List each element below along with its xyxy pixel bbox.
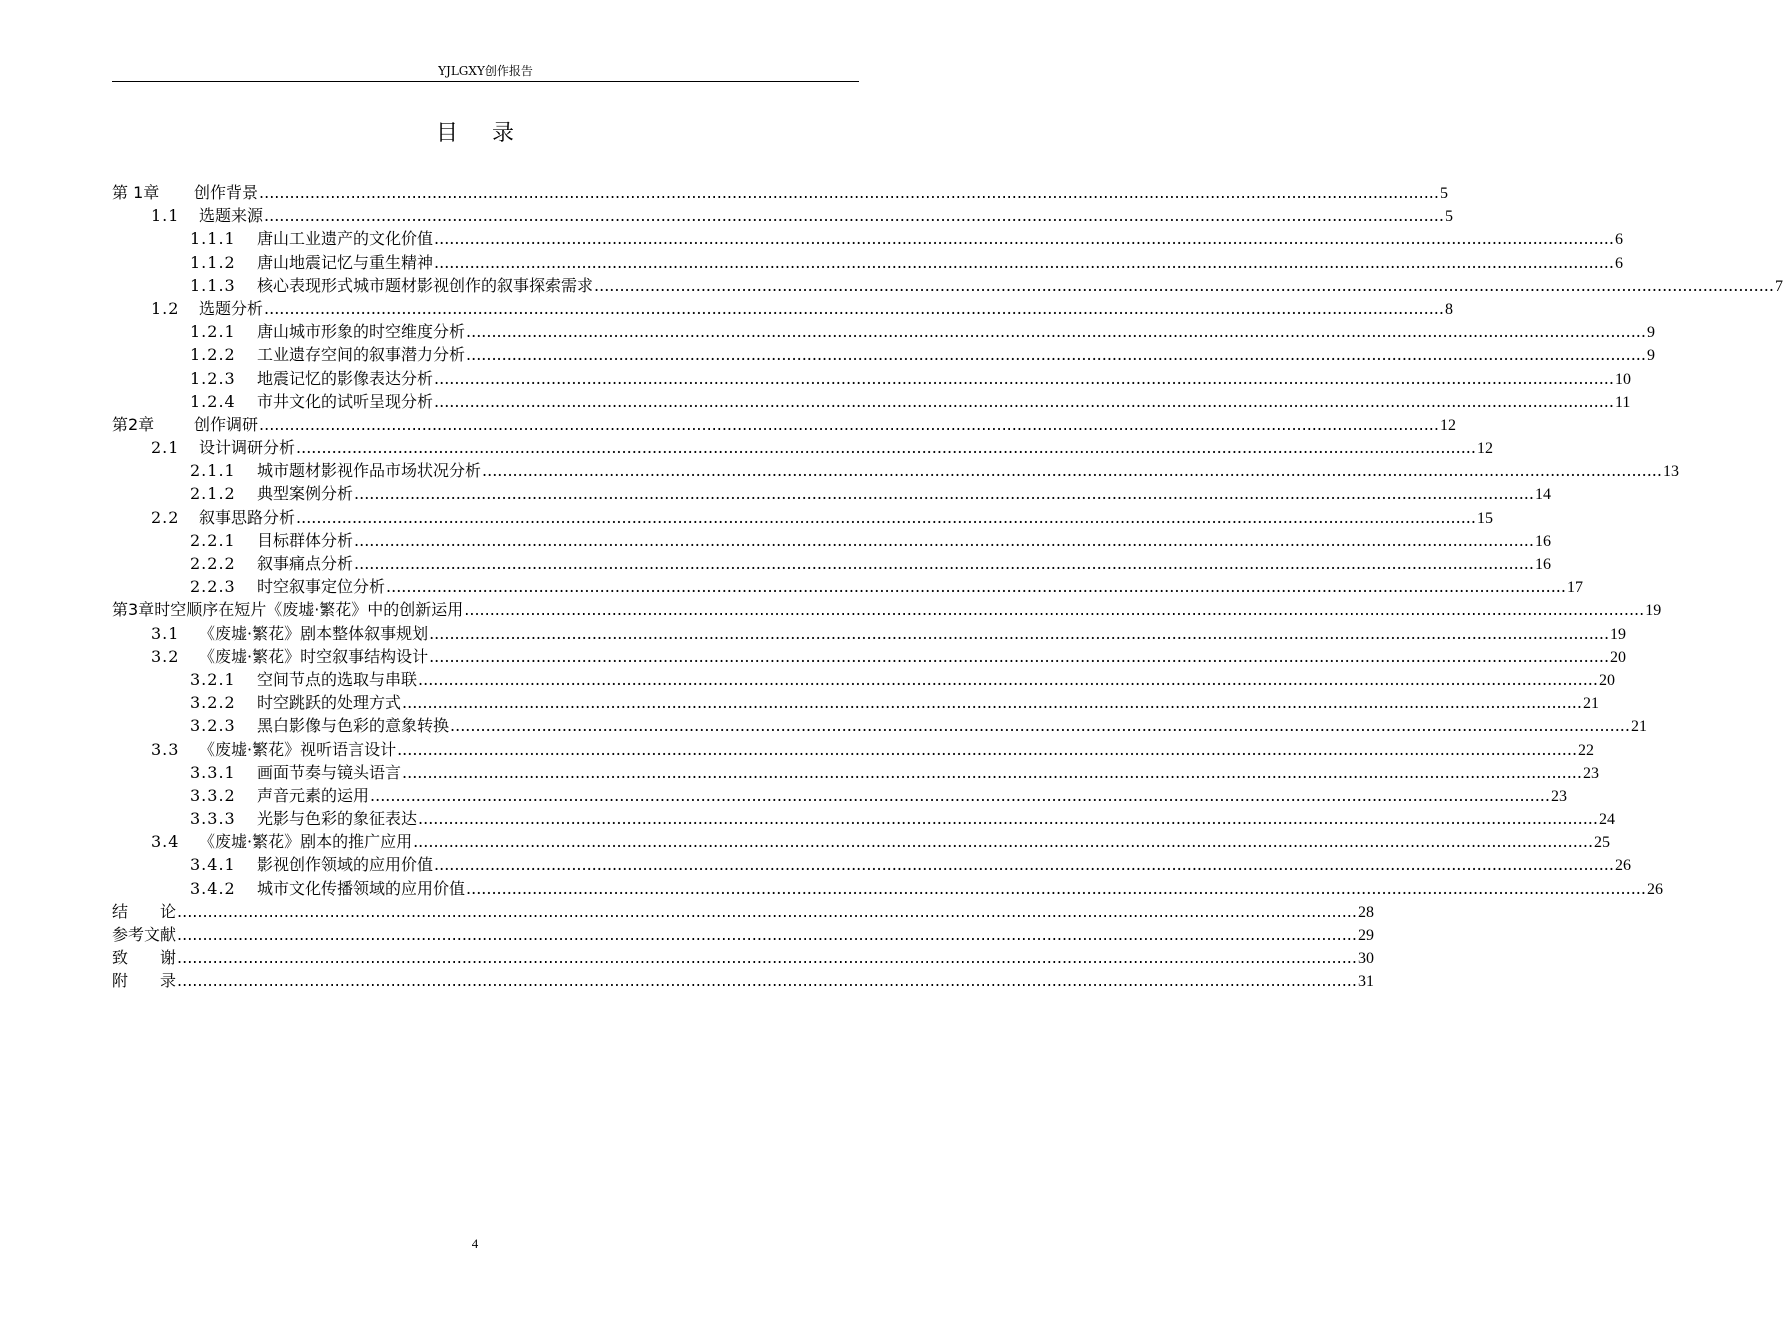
toc-dot-leader: ........................................................................................................................................................................................................................................ — [264, 206, 1444, 226]
toc-entry-title: 设计调研分析 — [199, 438, 296, 458]
toc-dot-leader: ........................................................................................................................................................................................................................................ — [466, 322, 1646, 342]
toc-entry-page: 26 — [1614, 857, 1631, 875]
toc-entry-page: 5 — [1444, 208, 1453, 226]
toc-entry-title: 典型案例分析 — [257, 484, 354, 504]
toc-entry-page: 9 — [1646, 347, 1655, 365]
toc-entry-title: 唐山工业遗产的文化价值 — [257, 229, 434, 249]
toc-entry-number: 3.1 — [151, 623, 180, 643]
toc-entry-title: 时空叙事定位分析 — [257, 577, 386, 597]
toc-entry-title: 声音元素的运用 — [257, 785, 370, 805]
table-of-contents — [112, 181, 1783, 993]
toc-entry[interactable] — [112, 297, 1453, 320]
toc-entry-page: 6 — [1614, 254, 1623, 272]
toc-entry-number: 3.4 — [151, 832, 180, 852]
toc-entry-number: 2.1 — [151, 438, 180, 458]
toc-dot-leader: ........................................................................................................................................................................................................................................ — [354, 484, 1534, 504]
toc-entry[interactable] — [112, 714, 1647, 737]
toc-entry-page: 28 — [1357, 903, 1374, 921]
toc-entry-page: 29 — [1357, 927, 1374, 944]
toc-entry-title: 唐山城市形象的时空维度分析 — [257, 322, 466, 342]
toc-entry-title: 《废墟·繁花》剧本整体叙事规划 — [199, 623, 429, 643]
toc-entry-title: 《废墟·繁花》时空叙事结构设计 — [199, 646, 429, 666]
toc-entry-page: 20 — [1610, 648, 1627, 666]
toc-dot-leader: ........................................................................................................................................................................................................................................ — [466, 345, 1646, 365]
toc-entry[interactable] — [112, 969, 1374, 992]
toc-entry[interactable] — [112, 877, 1663, 900]
toc-entry-number: 3.3 — [151, 739, 180, 759]
toc-entry-number: 1.1 — [151, 206, 180, 226]
toc-entry-number: 附 录 — [112, 971, 177, 991]
toc-entry-number: 致 谢 — [112, 948, 177, 968]
toc-dot-leader: ........................................................................................................................................................................................................................................ — [177, 948, 1357, 968]
toc-entry-page: 16 — [1534, 532, 1551, 550]
toc-entry-number: 3.3.1 — [190, 762, 236, 782]
toc-entry[interactable] — [112, 622, 1627, 645]
toc-entry-page: 8 — [1444, 300, 1453, 318]
toc-entry-page: 13 — [1662, 463, 1679, 481]
toc-entry[interactable] — [112, 529, 1551, 552]
page-header — [112, 64, 859, 82]
toc-entry-number: 3.2 — [151, 646, 180, 666]
toc-entry-page: 10 — [1614, 370, 1631, 388]
toc-entry-title: 城市文化传播领域的应用价值 — [257, 878, 466, 898]
toc-entry-title: 地震记忆的影像表达分析 — [257, 368, 434, 388]
toc-entry[interactable] — [112, 853, 1631, 876]
toc-entry-title: 影视创作领域的应用价值 — [257, 855, 434, 875]
toc-dot-leader: ........................................................................................................................................................................................................................................ — [450, 716, 1630, 736]
toc-entry-number: 结 论 — [112, 901, 177, 921]
toc-entry-number: 3.2.2 — [190, 693, 236, 713]
toc-entry-page: 23 — [1550, 787, 1567, 805]
toc-dot-leader: ........................................................................................................................................................................................................................................ — [434, 368, 1614, 388]
toc-entry-title: 画面节奏与镜头语言 — [257, 762, 402, 782]
toc-title: 目录 — [435, 121, 548, 146]
toc-entry-title: 《废墟·繁花》视听语言设计 — [199, 739, 397, 759]
toc-entry[interactable] — [112, 181, 1448, 204]
toc-entry[interactable] — [112, 575, 1583, 598]
toc-dot-leader: ........................................................................................................................................................................................................................................ — [434, 391, 1614, 411]
toc-entry-number: 2.1.1 — [190, 461, 236, 481]
toc-dot-leader: ........................................................................................................................................................................................................................................ — [429, 646, 1610, 666]
toc-entry[interactable] — [112, 668, 1615, 691]
toc-entry-page: 31 — [1357, 973, 1374, 991]
toc-dot-leader: ........................................................................................................................................................................................................................................ — [413, 832, 1594, 852]
toc-dot-leader: ........................................................................................................................................................................................................................................ — [429, 623, 1610, 643]
toc-entry[interactable] — [112, 830, 1611, 853]
toc-entry[interactable] — [112, 900, 1374, 923]
toc-entry[interactable] — [112, 251, 1623, 274]
toc-dot-leader: ........................................................................................................................................................................................................................................ — [418, 669, 1598, 689]
toc-entry-number: 1.1.1 — [190, 229, 236, 249]
toc-entry[interactable] — [112, 946, 1374, 969]
toc-entry-page: 19 — [1610, 625, 1627, 643]
toc-dot-leader: ........................................................................................................................................................................................................................................ — [482, 461, 1662, 481]
toc-entry-number: 1.1.2 — [190, 252, 236, 272]
toc-entry-title: 空间节点的选取与串联 — [257, 669, 418, 689]
toc-entry-page: 17 — [1566, 579, 1583, 597]
toc-dot-leader: ........................................................................................................................................................................................................................................ — [177, 971, 1357, 991]
toc-entry-title: 《废墟·繁花》剧本的推广应用 — [199, 832, 413, 852]
toc-entry-title: 选题来源 — [199, 206, 264, 226]
toc-entry-page: 6 — [1614, 231, 1623, 249]
toc-entry-number: 1.2.2 — [190, 345, 236, 365]
toc-entry-page: 7 — [1774, 277, 1783, 295]
toc-dot-leader: ........................................................................................................................................................................................................................................ — [354, 554, 1534, 573]
toc-entry-page: 12 — [1439, 416, 1456, 434]
toc-entry[interactable] — [112, 204, 1453, 227]
toc-entry-title: 创作背景 — [194, 183, 259, 202]
toc-entry[interactable] — [112, 738, 1595, 761]
toc-dot-leader: ........................................................................................................................................................................................................................................ — [402, 762, 1582, 782]
toc-dot-leader: ........................................................................................................................................................................................................................................ — [259, 183, 1439, 202]
toc-entry-title: 创作调研 — [194, 414, 259, 434]
toc-entry-number: 1.2 — [151, 298, 180, 318]
toc-dot-leader: ........................................................................................................................................................................................................................................ — [177, 901, 1357, 921]
toc-entry-page: 25 — [1594, 834, 1611, 852]
toc-dot-leader: ........................................................................................................................................................................................................................................ — [594, 275, 1774, 295]
toc-entry-title: 工业遗存空间的叙事潜力分析 — [257, 345, 466, 365]
toc-entry-title: 市井文化的试听呈现分析 — [257, 391, 434, 411]
toc-entry[interactable] — [112, 807, 1615, 830]
toc-entry[interactable] — [112, 343, 1655, 366]
toc-entry-number: 3.3.2 — [190, 785, 236, 805]
toc-dot-leader: ........................................................................................................................................................................................................................................ — [370, 785, 1550, 805]
toc-entry-page: 20 — [1598, 671, 1615, 689]
header-text: YJLGXY创作报告 — [438, 64, 533, 78]
toc-entry[interactable] — [112, 227, 1623, 250]
toc-entry[interactable] — [112, 459, 1679, 482]
toc-entry[interactable] — [112, 320, 1655, 343]
toc-entry[interactable] — [112, 761, 1599, 784]
toc-entry[interactable] — [112, 506, 1493, 529]
toc-dot-leader: ........................................................................................................................................................................................................................................ — [259, 414, 1439, 434]
toc-dot-leader: ........................................................................................................................................................................................................................................ — [434, 252, 1614, 272]
toc-entry-title: 时空顺序在短片《废墟·繁花》中的创新运用 — [154, 600, 464, 620]
toc-entry-number: 2.2 — [151, 507, 180, 527]
toc-entry-number: 3.2.1 — [190, 669, 236, 689]
toc-dot-leader: ........................................................................................................................................................................................................................................ — [264, 298, 1444, 318]
toc-entry[interactable] — [112, 598, 1662, 621]
page-number: 4 — [471, 1236, 479, 1251]
toc-entry-page: 11 — [1614, 393, 1631, 411]
toc-dot-leader: ........................................................................................................................................................................................................................................ — [466, 878, 1646, 898]
toc-entry-page: 15 — [1476, 509, 1493, 527]
toc-dot-leader: ........................................................................................................................................................................................................................................ — [386, 577, 1566, 597]
toc-entry[interactable] — [112, 923, 1374, 946]
toc-dot-leader: ........................................................................................................................................................................................................................................ — [434, 229, 1614, 249]
toc-entry-number: 1.2.1 — [190, 322, 236, 342]
toc-entry[interactable] — [112, 691, 1599, 714]
toc-entry-page: 21 — [1582, 695, 1599, 713]
toc-entry-title: 城市题材影视作品市场状况分析 — [257, 461, 482, 481]
toc-entry-number: 3.2.3 — [190, 716, 236, 736]
toc-entry-page: 22 — [1578, 741, 1595, 759]
toc-entry-number: 3.4.2 — [190, 878, 236, 898]
toc-entry-number: 2.2.3 — [190, 577, 236, 597]
toc-entry-page: 9 — [1646, 324, 1655, 342]
toc-dot-leader: ........................................................................................................................................................................................................................................ — [418, 809, 1598, 829]
toc-entry-page: 14 — [1534, 486, 1551, 504]
toc-entry-number: 2.2.2 — [190, 554, 236, 573]
toc-entry-page: 19 — [1645, 602, 1662, 620]
toc-entry-number: 第 1章 — [112, 183, 160, 202]
toc-entry-page: 30 — [1357, 950, 1374, 968]
toc-entry-title: 叙事痛点分析 — [257, 554, 354, 573]
toc-entry-number: 1.2.4 — [190, 391, 236, 411]
toc-dot-leader: ........................................................................................................................................................................................................................................ — [402, 693, 1582, 713]
toc-entry[interactable] — [112, 784, 1567, 807]
toc-entry-title: 选题分析 — [199, 298, 264, 318]
toc-entry-number: 1.1.3 — [190, 275, 236, 295]
toc-dot-leader: ........................................................................................................................................................................................................................................ — [296, 438, 1476, 458]
toc-entry-page: 16 — [1534, 556, 1551, 573]
toc-dot-leader: ........................................................................................................................................................................................................................................ — [464, 600, 1645, 620]
toc-entry-number: 第2章 — [112, 414, 155, 434]
toc-entry-number: 3.4.1 — [190, 855, 236, 875]
toc-entry[interactable] — [112, 390, 1631, 413]
toc-entry-title: 黑白影像与色彩的意象转换 — [257, 716, 450, 736]
toc-entry-title: 唐山地震记忆与重生精神 — [257, 252, 434, 272]
toc-entry-title: 叙事思路分析 — [199, 507, 296, 527]
toc-entry-page: 24 — [1598, 811, 1615, 829]
toc-entry[interactable] — [112, 274, 1783, 297]
toc-entry[interactable] — [112, 552, 1551, 575]
toc-entry-page: 5 — [1439, 185, 1448, 202]
toc-entry-title: 目标群体分析 — [257, 530, 354, 550]
toc-dot-leader: ........................................................................................................................................................................................................................................ — [354, 530, 1534, 550]
toc-entry-number: 2.2.1 — [190, 530, 236, 550]
toc-entry-number: 2.1.2 — [190, 484, 236, 504]
toc-entry-page: 26 — [1646, 880, 1663, 898]
toc-entry-number: 3.3.3 — [190, 809, 236, 829]
toc-dot-leader: ........................................................................................................................................................................................................................................ — [296, 507, 1476, 527]
toc-entry[interactable] — [112, 367, 1631, 390]
toc-entry[interactable] — [112, 645, 1627, 668]
toc-entry[interactable] — [112, 482, 1551, 505]
toc-entry-number: 1.2.3 — [190, 368, 236, 388]
toc-entry-title: 时空跳跃的处理方式 — [257, 693, 402, 713]
toc-entry-page: 21 — [1630, 718, 1647, 736]
toc-entry-page: 23 — [1582, 764, 1599, 782]
toc-entry-title: 光影与色彩的象征表达 — [257, 809, 418, 829]
toc-entry-page: 12 — [1476, 440, 1493, 458]
toc-entry[interactable] — [112, 413, 1456, 436]
toc-entry-title: 核心表现形式城市题材影视创作的叙事探索需求 — [257, 275, 594, 295]
toc-dot-leader: ........................................................................................................................................................................................................................................ — [434, 855, 1614, 875]
toc-entry[interactable] — [112, 436, 1493, 459]
toc-dot-leader: ........................................................................................................................................................................................................................................ — [177, 925, 1357, 944]
toc-entry-number: 第3章 — [112, 600, 155, 620]
toc-dot-leader: ........................................................................................................................................................................................................................................ — [397, 739, 1578, 759]
toc-entry-number: 参考文献 — [112, 925, 177, 944]
